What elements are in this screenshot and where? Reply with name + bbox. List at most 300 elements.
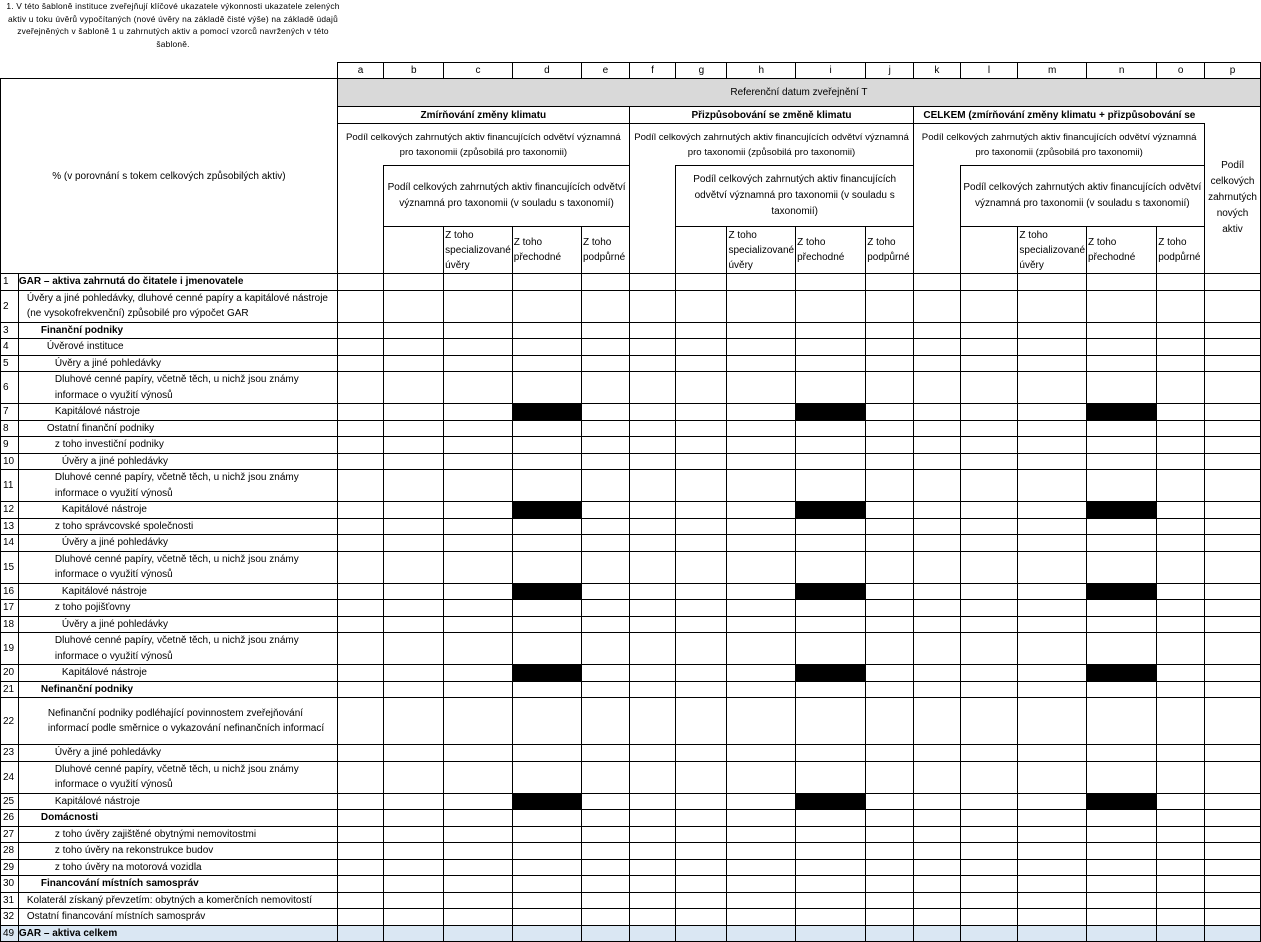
col-letter-c: c <box>444 63 513 79</box>
value-cell <box>866 892 914 909</box>
value-cell <box>866 290 914 322</box>
row-number: 29 <box>1 859 19 876</box>
value-cell <box>1205 793 1261 810</box>
value-cell <box>866 810 914 827</box>
value-cell <box>914 793 960 810</box>
value-cell <box>1205 745 1261 762</box>
row-label: Úvěry a jiné pohledávky <box>18 745 337 762</box>
excluded-cell <box>512 583 581 600</box>
value-cell <box>384 600 444 617</box>
of-which-specialised-adaptation: Z toho specializované úvěry <box>727 227 796 274</box>
value-cell <box>727 681 796 698</box>
value-cell <box>1018 826 1087 843</box>
value-cell <box>512 290 581 322</box>
share-eligible-mitigation: Podíl celkových zahrnutých aktiv financujících odvětví významná pro taxonomii (způsobilá pro taxonomii) <box>337 124 629 166</box>
value-cell <box>337 437 383 454</box>
value-cell <box>1087 810 1157 827</box>
value-cell <box>1205 925 1261 942</box>
row-number: 4 <box>1 339 19 356</box>
value-cell <box>1157 470 1205 502</box>
value-cell <box>444 420 513 437</box>
value-cell <box>796 551 866 583</box>
value-cell <box>866 372 914 404</box>
value-cell <box>796 876 866 893</box>
value-cell <box>914 665 960 682</box>
row-label: Dluhové cenné papíry, včetně těch, u nichž jsou známy informace o využití výnosů <box>18 761 337 793</box>
value-cell <box>796 420 866 437</box>
value-cell <box>1087 745 1157 762</box>
value-cell <box>512 535 581 552</box>
value-cell <box>796 470 866 502</box>
excluded-cell <box>512 404 581 421</box>
value-cell <box>444 925 513 942</box>
value-cell <box>1157 551 1205 583</box>
excluded-cell <box>796 404 866 421</box>
value-cell <box>581 761 629 793</box>
value-cell <box>629 745 675 762</box>
value-cell <box>866 274 914 291</box>
value-cell <box>914 551 960 583</box>
value-cell <box>960 470 1018 502</box>
value-cell <box>1087 681 1157 698</box>
value-cell <box>727 892 796 909</box>
group-adaptation: Přizpůsobování se změně klimatu <box>629 107 913 124</box>
value-cell <box>727 600 796 617</box>
value-cell <box>384 698 444 745</box>
value-cell <box>914 339 960 356</box>
value-cell <box>676 322 727 339</box>
row-label: Domácnosti <box>18 810 337 827</box>
row-number: 15 <box>1 551 19 583</box>
row-number: 16 <box>1 583 19 600</box>
row-number: 49 <box>1 925 19 942</box>
excluded-cell <box>796 665 866 682</box>
value-cell <box>629 339 675 356</box>
value-cell <box>337 535 383 552</box>
value-cell <box>1205 290 1261 322</box>
value-cell <box>1018 616 1087 633</box>
value-cell <box>1087 453 1157 470</box>
value-cell <box>1205 437 1261 454</box>
of-which-transitional-adaptation: Z toho přechodné <box>796 227 866 274</box>
value-cell <box>629 355 675 372</box>
value-cell <box>1205 600 1261 617</box>
value-cell <box>914 518 960 535</box>
value-cell <box>1018 355 1087 372</box>
value-cell <box>1018 600 1087 617</box>
value-cell <box>960 551 1018 583</box>
value-cell <box>1157 518 1205 535</box>
value-cell <box>384 339 444 356</box>
of-which-enabling-total: Z toho podpůrné <box>1157 227 1205 274</box>
share-new-assets-header: Podíl celkových zahrnutých nových aktiv <box>1205 124 1261 274</box>
value-cell <box>676 745 727 762</box>
table-row <box>1 420 1261 437</box>
value-cell <box>1018 372 1087 404</box>
value-cell <box>1087 633 1157 665</box>
value-cell <box>727 322 796 339</box>
value-cell <box>1205 518 1261 535</box>
value-cell <box>866 761 914 793</box>
value-cell <box>512 745 581 762</box>
value-cell <box>960 616 1018 633</box>
value-cell <box>960 502 1018 519</box>
value-cell <box>512 681 581 698</box>
value-cell <box>1205 372 1261 404</box>
value-cell <box>444 633 513 665</box>
row-label: Kolaterál získaný převzetím: obytných a komerčních nemovitostí <box>18 892 337 909</box>
row-number: 3 <box>1 322 19 339</box>
value-cell <box>914 322 960 339</box>
value-cell <box>866 876 914 893</box>
value-cell <box>676 665 727 682</box>
group-mitigation: Zmírňování změny klimatu <box>337 107 629 124</box>
row-number: 5 <box>1 355 19 372</box>
table-row <box>1 810 1261 827</box>
value-cell <box>914 909 960 926</box>
row-label: Úvěry a jiné pohledávky, dluhové cenné papíry a kapitálové nástroje (ne vysokofrekvenční) způsobilé pro výpočet GAR <box>18 290 337 322</box>
col-letter-j: j <box>866 63 914 79</box>
row-label: Kapitálové nástroje <box>18 502 337 519</box>
table-row <box>1 892 1261 909</box>
value-cell <box>914 437 960 454</box>
value-cell <box>444 535 513 552</box>
value-cell <box>384 404 444 421</box>
value-cell <box>866 859 914 876</box>
value-cell <box>384 437 444 454</box>
value-cell <box>1205 665 1261 682</box>
value-cell <box>581 290 629 322</box>
value-cell <box>512 274 581 291</box>
value-cell <box>337 810 383 827</box>
value-cell <box>914 583 960 600</box>
value-cell <box>1087 420 1157 437</box>
value-cell <box>1087 551 1157 583</box>
value-cell <box>727 761 796 793</box>
value-cell <box>1205 909 1261 926</box>
value-cell <box>914 859 960 876</box>
value-cell <box>914 535 960 552</box>
row-label: z toho pojišťovny <box>18 600 337 617</box>
value-cell <box>444 437 513 454</box>
value-cell <box>727 698 796 745</box>
value-cell <box>960 372 1018 404</box>
value-cell <box>1087 322 1157 339</box>
value-cell <box>1087 876 1157 893</box>
value-cell <box>337 859 383 876</box>
value-cell <box>1157 535 1205 552</box>
col-letter-g: g <box>676 63 727 79</box>
value-cell <box>444 600 513 617</box>
value-cell <box>960 745 1018 762</box>
value-cell <box>1018 437 1087 454</box>
row-number: 17 <box>1 600 19 617</box>
value-cell <box>337 453 383 470</box>
value-cell <box>444 404 513 421</box>
value-cell <box>676 274 727 291</box>
row-label: Kapitálové nástroje <box>18 793 337 810</box>
value-cell <box>960 274 1018 291</box>
value-cell <box>581 583 629 600</box>
table-row <box>1 793 1261 810</box>
value-cell <box>1018 698 1087 745</box>
excluded-cell <box>1087 583 1157 600</box>
value-cell <box>866 745 914 762</box>
value-cell <box>581 274 629 291</box>
value-cell <box>866 453 914 470</box>
value-cell <box>444 470 513 502</box>
table-row <box>1 843 1261 860</box>
value-cell <box>384 420 444 437</box>
value-cell <box>581 404 629 421</box>
value-cell <box>581 372 629 404</box>
value-cell <box>676 339 727 356</box>
value-cell <box>1018 665 1087 682</box>
value-cell <box>581 681 629 698</box>
value-cell <box>1018 745 1087 762</box>
value-cell <box>1018 551 1087 583</box>
value-cell <box>512 600 581 617</box>
value-cell <box>727 551 796 583</box>
value-cell <box>384 859 444 876</box>
value-cell <box>337 665 383 682</box>
value-cell <box>337 339 383 356</box>
value-cell <box>866 843 914 860</box>
value-cell <box>866 698 914 745</box>
value-cell <box>796 826 866 843</box>
value-cell <box>1157 633 1205 665</box>
row-number: 11 <box>1 470 19 502</box>
excluded-cell <box>512 502 581 519</box>
value-cell <box>629 600 675 617</box>
value-cell <box>914 355 960 372</box>
value-cell <box>629 761 675 793</box>
gar-kpi-table <box>0 62 1261 942</box>
value-cell <box>960 600 1018 617</box>
value-cell <box>629 274 675 291</box>
value-cell <box>727 355 796 372</box>
value-cell <box>629 502 675 519</box>
value-cell <box>512 339 581 356</box>
value-cell <box>337 633 383 665</box>
value-cell <box>796 339 866 356</box>
value-cell <box>960 925 1018 942</box>
value-cell <box>727 372 796 404</box>
value-cell <box>1157 616 1205 633</box>
value-cell <box>676 420 727 437</box>
value-cell <box>581 826 629 843</box>
value-cell <box>914 404 960 421</box>
value-cell <box>581 859 629 876</box>
value-cell <box>1205 826 1261 843</box>
value-cell <box>512 372 581 404</box>
value-cell <box>676 616 727 633</box>
value-cell <box>581 502 629 519</box>
value-cell <box>866 551 914 583</box>
value-cell <box>444 665 513 682</box>
value-cell <box>581 339 629 356</box>
row-label: z toho úvěry na rekonstrukce budov <box>18 843 337 860</box>
value-cell <box>444 745 513 762</box>
row-label: z toho správcovské společnosti <box>18 518 337 535</box>
value-cell <box>727 274 796 291</box>
value-cell <box>866 339 914 356</box>
value-cell <box>796 274 866 291</box>
table-row <box>1 518 1261 535</box>
value-cell <box>1157 826 1205 843</box>
value-cell <box>1205 453 1261 470</box>
value-cell <box>337 909 383 926</box>
value-cell <box>914 470 960 502</box>
value-cell <box>629 290 675 322</box>
value-cell <box>1157 502 1205 519</box>
table-row <box>1 355 1261 372</box>
value-cell <box>727 925 796 942</box>
value-cell <box>384 681 444 698</box>
value-cell <box>914 745 960 762</box>
value-cell <box>796 290 866 322</box>
value-cell <box>960 892 1018 909</box>
value-cell <box>512 826 581 843</box>
value-cell <box>1087 925 1157 942</box>
row-label: Úvěry a jiné pohledávky <box>18 355 337 372</box>
value-cell <box>960 404 1018 421</box>
value-cell <box>914 761 960 793</box>
row-label-header: % (v porovnání s tokem celkových způsobilých aktiv) <box>1 79 338 274</box>
share-eligible-total: Podíl celkových zahrnutých aktiv financujících odvětví významná pro taxonomii (způsobilá pro taxonomii) <box>914 124 1205 166</box>
value-cell <box>581 909 629 926</box>
value-cell <box>1157 404 1205 421</box>
value-cell <box>1157 681 1205 698</box>
value-cell <box>914 420 960 437</box>
excluded-cell <box>1087 793 1157 810</box>
value-cell <box>512 470 581 502</box>
value-cell <box>581 420 629 437</box>
row-number: 25 <box>1 793 19 810</box>
value-cell <box>512 909 581 926</box>
value-cell <box>384 274 444 291</box>
value-cell <box>337 372 383 404</box>
value-cell <box>1087 437 1157 454</box>
value-cell <box>629 322 675 339</box>
value-cell <box>866 826 914 843</box>
row-number: 14 <box>1 535 19 552</box>
value-cell <box>384 502 444 519</box>
of-which-specialised-total: Z toho specializované úvěry <box>1018 227 1087 274</box>
value-cell <box>866 404 914 421</box>
table-row <box>1 633 1261 665</box>
value-cell <box>676 892 727 909</box>
value-cell <box>960 420 1018 437</box>
value-cell <box>1018 793 1087 810</box>
value-cell <box>1087 290 1157 322</box>
value-cell <box>960 810 1018 827</box>
value-cell <box>337 355 383 372</box>
value-cell <box>676 843 727 860</box>
of-which-specialised-mitigation: Z toho specializované úvěry <box>444 227 513 274</box>
value-cell <box>512 859 581 876</box>
value-cell <box>629 925 675 942</box>
value-cell <box>629 859 675 876</box>
value-cell <box>512 551 581 583</box>
value-cell <box>1205 420 1261 437</box>
of-which-transitional-mitigation: Z toho přechodné <box>512 227 581 274</box>
value-cell <box>676 535 727 552</box>
of-which-enabling-mitigation: Z toho podpůrné <box>581 227 629 274</box>
value-cell <box>384 518 444 535</box>
value-cell <box>444 876 513 893</box>
value-cell <box>960 535 1018 552</box>
col-letter-m: m <box>1018 63 1087 79</box>
value-cell <box>727 535 796 552</box>
value-cell <box>796 355 866 372</box>
value-cell <box>581 633 629 665</box>
value-cell <box>1157 322 1205 339</box>
value-cell <box>512 322 581 339</box>
value-cell <box>444 274 513 291</box>
row-label: z toho úvěry na motorová vozidla <box>18 859 337 876</box>
value-cell <box>337 290 383 322</box>
col-letter-d: d <box>512 63 581 79</box>
value-cell <box>1018 583 1087 600</box>
value-cell <box>512 925 581 942</box>
value-cell <box>676 551 727 583</box>
value-cell <box>866 665 914 682</box>
value-cell <box>629 453 675 470</box>
row-number: 19 <box>1 633 19 665</box>
value-cell <box>796 859 866 876</box>
value-cell <box>1087 843 1157 860</box>
value-cell <box>676 761 727 793</box>
row-label: Úvěry a jiné pohledávky <box>18 616 337 633</box>
value-cell <box>866 633 914 665</box>
value-cell <box>796 372 866 404</box>
value-cell <box>581 551 629 583</box>
table-row <box>1 551 1261 583</box>
value-cell <box>676 600 727 617</box>
value-cell <box>581 810 629 827</box>
value-cell <box>384 925 444 942</box>
value-cell <box>676 453 727 470</box>
value-cell <box>1157 420 1205 437</box>
value-cell <box>1087 826 1157 843</box>
value-cell <box>384 322 444 339</box>
value-cell <box>337 420 383 437</box>
value-cell <box>727 859 796 876</box>
value-cell <box>1018 925 1087 942</box>
value-cell <box>914 925 960 942</box>
value-cell <box>676 290 727 322</box>
col-letter-i: i <box>796 63 866 79</box>
value-cell <box>796 616 866 633</box>
value-cell <box>629 681 675 698</box>
value-cell <box>914 616 960 633</box>
value-cell <box>960 843 1018 860</box>
value-cell <box>1018 339 1087 356</box>
value-cell <box>960 761 1018 793</box>
value-cell <box>512 698 581 745</box>
value-cell <box>384 453 444 470</box>
value-cell <box>914 372 960 404</box>
value-cell <box>796 843 866 860</box>
value-cell <box>581 518 629 535</box>
value-cell <box>1018 681 1087 698</box>
table-row <box>1 909 1261 926</box>
value-cell <box>727 793 796 810</box>
value-cell <box>676 355 727 372</box>
value-cell <box>629 404 675 421</box>
value-cell <box>1157 339 1205 356</box>
